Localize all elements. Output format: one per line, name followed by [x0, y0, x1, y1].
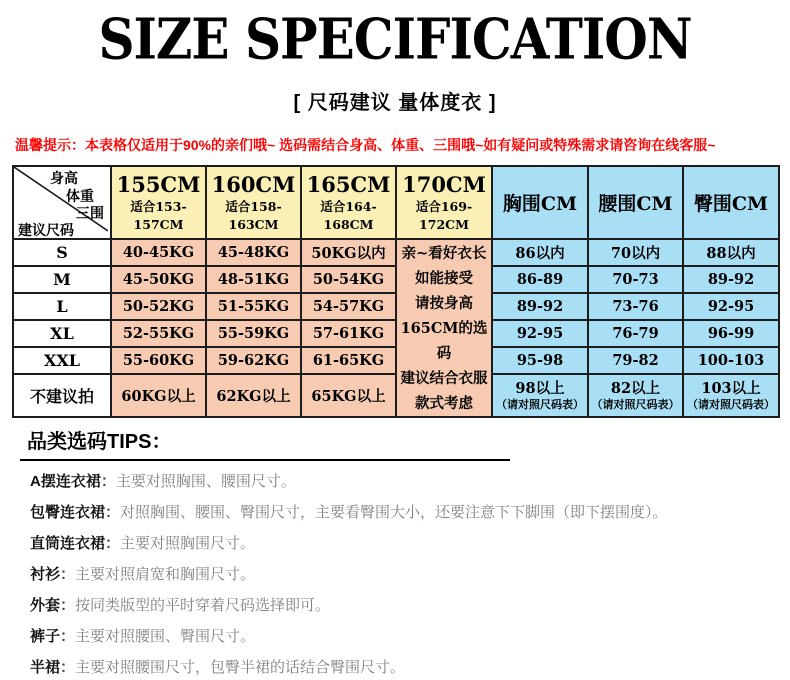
waist-cell: 76-79	[588, 320, 683, 347]
size-row-s	[13, 239, 779, 266]
weight-cell: 51-55KG	[206, 293, 301, 320]
corner-label-weight: 体重	[66, 189, 94, 205]
tips-item-label: 衬衫	[30, 566, 61, 583]
weight-cell: 62KG以上	[206, 374, 301, 417]
table-header-row	[13, 166, 779, 239]
size-label: XL	[13, 320, 111, 347]
hip-column-header: 臀围CM	[683, 166, 779, 239]
tips-item	[30, 596, 770, 616]
bust-cell: 86-89	[492, 266, 588, 293]
bust-cell: 89-92	[492, 293, 588, 320]
tips-item-separator: ：	[60, 628, 76, 645]
size-label: 不建议拍	[13, 374, 111, 417]
bust-column-header: 胸围CM	[492, 166, 588, 239]
height-column-header-160: 160CM 适合158-163CM	[206, 166, 301, 239]
corner-cell	[13, 166, 111, 239]
tips-item-separator: ：	[100, 473, 116, 490]
tips-item	[30, 627, 770, 647]
height-column-header-165: 165CM 适合164-168CM	[301, 166, 396, 239]
size-table	[12, 165, 780, 418]
notice-text: 温馨提示：本表格仅适用于90%的亲们哦~ 选码需结合身高、体重、三围哦~如有疑问或特殊需求请咨询在线客服~	[15, 137, 716, 153]
size-label: M	[13, 266, 111, 293]
bust-cell: 98以上 （请对照尺码表）	[492, 374, 588, 417]
tips-item-separator: ：	[105, 535, 121, 552]
tips-item-label: A摆连衣裙	[30, 473, 101, 490]
tips-item	[30, 658, 770, 678]
weight-cell: 50KG以内	[301, 239, 396, 266]
tips-item	[30, 534, 770, 554]
size-label: L	[13, 293, 111, 320]
waist-cell: 79-82	[588, 347, 683, 374]
tips-item-desc: 主要对照胸围尺寸。	[120, 535, 256, 552]
hip-cell: 100-103	[683, 347, 779, 374]
page-subtitle: [ 尺码建议 量体度衣 ]	[293, 92, 497, 114]
tips-item-separator: ：	[60, 597, 76, 614]
page-title: SIZE SPECIFICATION	[98, 6, 692, 73]
hip-cell: 88以内	[683, 239, 779, 266]
height-column-header-170: 170CM 适合169-172CM	[396, 166, 492, 239]
tips-item	[30, 503, 770, 523]
tips-item-desc: 对照胸围、腰围、臀围尺寸，主要看臀围大小，还要注意下下脚围（即下摆围度）。	[120, 504, 668, 521]
tips-item-separator: ：	[60, 566, 76, 583]
waist-cell: 70以内	[588, 239, 683, 266]
weight-cell: 48-51KG	[206, 266, 301, 293]
tips-heading: 品类选码TIPS：	[27, 431, 172, 453]
weight-cell: 50-54KG	[301, 266, 396, 293]
bust-cell: 86以内	[492, 239, 588, 266]
tips-list	[30, 472, 770, 680]
waist-column-header: 腰围CM	[588, 166, 683, 239]
tips-divider	[20, 459, 510, 461]
size-label: XXL	[13, 347, 111, 374]
weight-cell: 65KG以上	[301, 374, 396, 417]
weight-cell: 61-65KG	[301, 347, 396, 374]
hip-cell: 89-92	[683, 266, 779, 293]
weight-cell: 52-55KG	[111, 320, 206, 347]
waist-cell: 82以上 （请对照尺码表）	[588, 374, 683, 417]
tips-item-label: 外套	[30, 597, 61, 614]
corner-label-measurements: 三围	[76, 206, 104, 222]
weight-cell: 45-48KG	[206, 239, 301, 266]
waist-cell: 70-73	[588, 266, 683, 293]
tips-item-label: 包臀连衣裙	[30, 504, 106, 521]
corner-label-height: 身高	[50, 171, 78, 187]
corner-label-suggested-size: 建议尺码	[18, 223, 74, 239]
tips-item-separator: ：	[60, 659, 76, 676]
size-label: S	[13, 239, 111, 266]
weight-cell: 45-50KG	[111, 266, 206, 293]
weight-cell: 40-45KG	[111, 239, 206, 266]
tips-item	[30, 565, 770, 585]
weight-cell: 55-60KG	[111, 347, 206, 374]
hip-cell: 103以上 （请对照尺码表）	[683, 374, 779, 417]
bust-cell: 95-98	[492, 347, 588, 374]
waist-cell: 73-76	[588, 293, 683, 320]
tips-item-label: 直筒连衣裙	[30, 535, 106, 552]
tips-item-desc: 主要对照腰围尺寸，包臀半裙的话结合臀围尺寸。	[75, 659, 406, 676]
hip-cell: 96-99	[683, 320, 779, 347]
weight-cell: 59-62KG	[206, 347, 301, 374]
weight-cell: 55-59KG	[206, 320, 301, 347]
tips-item-desc: 主要对照胸围、腰围尺寸。	[115, 473, 296, 490]
tips-item-label: 裤子	[30, 628, 61, 645]
tips-item-separator: ：	[105, 504, 121, 521]
weight-cell: 57-61KG	[301, 320, 396, 347]
tips-item-desc: 主要对照肩宽和胸围尺寸。	[75, 566, 256, 583]
bust-cell: 92-95	[492, 320, 588, 347]
tips-item-desc: 主要对照腰围、臀围尺寸。	[75, 628, 256, 645]
tips-item-label: 半裙	[30, 659, 61, 676]
weight-cell: 60KG以上	[111, 374, 206, 417]
note-170-cell: 亲~看好衣长 如能接受 请按身高 165CM的选码 建议结合衣服 款式考虑	[396, 239, 492, 417]
hip-cell: 92-95	[683, 293, 779, 320]
height-column-header-155: 155CM 适合153-157CM	[111, 166, 206, 239]
weight-cell: 54-57KG	[301, 293, 396, 320]
tips-item-desc: 按同类版型的平时穿着尺码选择即可。	[75, 597, 331, 614]
tips-item	[30, 472, 770, 492]
weight-cell: 50-52KG	[111, 293, 206, 320]
